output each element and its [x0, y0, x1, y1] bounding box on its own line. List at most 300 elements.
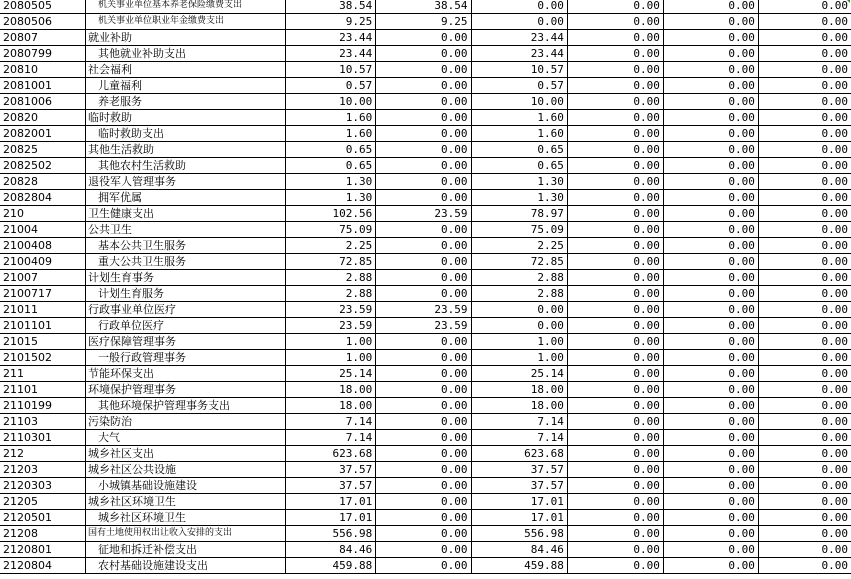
cell-amount-6[interactable]: 0.00 — [758, 446, 851, 462]
cell-name[interactable]: 医疗保障管理事务 — [86, 334, 286, 350]
cell-amount-4[interactable]: 0.00 — [567, 270, 663, 286]
cell-code[interactable]: 2082502 — [0, 158, 86, 174]
table-row — [0, 190, 851, 206]
cell-amount-5[interactable]: 0.00 — [663, 190, 758, 206]
cell-amount-1[interactable]: 459.88 — [285, 558, 376, 574]
cell-amount-6[interactable]: 0.00 — [758, 494, 851, 510]
cell-amount-6[interactable]: 0.00 — [758, 158, 851, 174]
cell-amount-6[interactable]: 0.00 — [758, 190, 851, 206]
cell-amount-3[interactable]: 18.00 — [471, 398, 567, 414]
cell-amount-1[interactable]: 102.56 — [285, 206, 376, 222]
cell-amount-5[interactable]: 0.00 — [663, 366, 758, 382]
cell-code[interactable]: 20825 — [0, 142, 86, 158]
cell-amount-3[interactable]: 10.00 — [471, 94, 567, 110]
cell-amount-5[interactable]: 0.00 — [663, 334, 758, 350]
cell-name[interactable]: 机关事业单位基本养老保险缴费支出 — [86, 0, 286, 14]
cell-amount-4[interactable]: 0.00 — [567, 222, 663, 238]
cell-code[interactable]: 21015 — [0, 334, 86, 350]
cell-name[interactable]: 其他农村生活救助 — [86, 158, 286, 174]
cell-name[interactable]: 社会福利 — [86, 62, 286, 78]
cell-name[interactable]: 机关事业单位职业年金缴费支出 — [86, 14, 286, 30]
cell-amount-2[interactable]: 0.00 — [376, 414, 471, 430]
cell-amount-4[interactable]: 0.00 — [567, 510, 663, 526]
cell-code[interactable]: 20807 — [0, 30, 86, 46]
cell-amount-2[interactable]: 0.00 — [376, 62, 471, 78]
cell-amount-5[interactable]: 0.00 — [663, 558, 758, 574]
cell-code[interactable]: 210 — [0, 206, 86, 222]
cell-amount-3[interactable]: 84.46 — [471, 542, 567, 558]
cell-amount-4[interactable]: 0.00 — [567, 126, 663, 142]
cell-name[interactable]: 卫生健康支出 — [86, 206, 286, 222]
cell-code[interactable]: 20820 — [0, 110, 86, 126]
cell-name[interactable]: 其他环境保护管理事务支出 — [86, 398, 286, 414]
cell-amount-4[interactable]: 0.00 — [567, 30, 663, 46]
cell-amount-2[interactable]: 0.00 — [376, 286, 471, 302]
cell-amount-2[interactable]: 0.00 — [376, 398, 471, 414]
cell-amount-1[interactable]: 556.98 — [285, 526, 376, 542]
cell-amount-4[interactable]: 0.00 — [567, 94, 663, 110]
cell-amount-4[interactable]: 0.00 — [567, 366, 663, 382]
cell-name[interactable]: 城乡社区支出 — [86, 446, 286, 462]
cell-code[interactable]: 21103 — [0, 414, 86, 430]
cell-amount-2[interactable]: 0.00 — [376, 526, 471, 542]
cell-amount-3[interactable]: 7.14 — [471, 430, 567, 446]
cell-amount-1[interactable]: 0.57 — [285, 78, 376, 94]
cell-code[interactable]: 21203 — [0, 462, 86, 478]
cell-amount-4[interactable]: 0.00 — [567, 542, 663, 558]
cell-code[interactable]: 21205 — [0, 494, 86, 510]
cell-amount-6[interactable]: 0.00 — [758, 526, 851, 542]
table-row — [0, 382, 851, 398]
cell-code[interactable]: 2101101 — [0, 318, 86, 334]
cell-amount-2[interactable]: 0.00 — [376, 46, 471, 62]
cell-code[interactable]: 20828 — [0, 174, 86, 190]
cell-amount-1[interactable]: 38.54 — [285, 0, 376, 14]
cell-code[interactable]: 21011 — [0, 302, 86, 318]
cell-amount-1[interactable]: 75.09 — [285, 222, 376, 238]
cell-amount-2[interactable]: 0.00 — [376, 254, 471, 270]
cell-amount-4[interactable]: 0.00 — [567, 350, 663, 366]
cell-amount-5[interactable]: 0.00 — [663, 510, 758, 526]
table-row — [0, 462, 851, 478]
cell-amount-6[interactable]: 0.00 — [758, 222, 851, 238]
cell-amount-6[interactable]: 0.00 — [758, 62, 851, 78]
cell-amount-1[interactable]: 1.60 — [285, 126, 376, 142]
cell-amount-4[interactable]: 0.00 — [567, 334, 663, 350]
cell-name[interactable]: 环境保护管理事务 — [86, 382, 286, 398]
cell-amount-4[interactable]: 0.00 — [567, 174, 663, 190]
cell-amount-5[interactable]: 0.00 — [663, 206, 758, 222]
cell-amount-5[interactable]: 0.00 — [663, 446, 758, 462]
cell-amount-1[interactable]: 10.57 — [285, 62, 376, 78]
cell-code[interactable]: 2120801 — [0, 542, 86, 558]
cell-amount-6[interactable]: 0.00 — [758, 382, 851, 398]
cell-amount-6[interactable]: 0.00 — [758, 46, 851, 62]
cell-amount-4[interactable]: 0.00 — [567, 430, 663, 446]
cell-amount-3[interactable]: 0.00 — [471, 302, 567, 318]
cell-amount-6[interactable]: 0.00 — [758, 78, 851, 94]
cell-amount-4[interactable]: 0.00 — [567, 494, 663, 510]
cell-amount-5[interactable]: 0.00 — [663, 286, 758, 302]
table-row — [0, 510, 851, 526]
cell-amount-2[interactable]: 0.00 — [376, 126, 471, 142]
cell-amount-3[interactable]: 2.88 — [471, 270, 567, 286]
cell-amount-5[interactable]: 0.00 — [663, 254, 758, 270]
table-row — [0, 334, 851, 350]
cell-amount-1[interactable]: 2.88 — [285, 270, 376, 286]
table-row — [0, 126, 851, 142]
cell-amount-3[interactable]: 37.57 — [471, 462, 567, 478]
cell-amount-2[interactable]: 0.00 — [376, 238, 471, 254]
cell-name[interactable]: 行政单位医疗 — [86, 318, 286, 334]
cell-amount-5[interactable]: 0.00 — [663, 350, 758, 366]
cell-amount-6[interactable]: 0.00 — [758, 318, 851, 334]
cell-amount-4[interactable]: 0.00 — [567, 398, 663, 414]
cell-name[interactable]: 就业补助 — [86, 30, 286, 46]
cell-code[interactable]: 2081006 — [0, 94, 86, 110]
cell-amount-5[interactable]: 0.00 — [663, 398, 758, 414]
cell-code[interactable]: 2100717 — [0, 286, 86, 302]
cell-amount-3[interactable]: 10.57 — [471, 62, 567, 78]
table-row — [0, 238, 851, 254]
cell-amount-1[interactable]: 1.60 — [285, 110, 376, 126]
cell-name[interactable]: 小城镇基础设施建设 — [86, 478, 286, 494]
cell-code[interactable]: 2082804 — [0, 190, 86, 206]
cell-amount-5[interactable]: 0.00 — [663, 526, 758, 542]
cell-amount-2[interactable]: 0.00 — [376, 558, 471, 574]
cell-amount-1[interactable]: 72.85 — [285, 254, 376, 270]
cell-amount-5[interactable]: 0.00 — [663, 238, 758, 254]
cell-amount-4[interactable]: 0.00 — [567, 462, 663, 478]
cell-amount-4[interactable]: 0.00 — [567, 286, 663, 302]
cell-amount-3[interactable]: 0.00 — [471, 0, 567, 14]
cell-code[interactable]: 21101 — [0, 382, 86, 398]
cell-amount-4[interactable]: 0.00 — [567, 78, 663, 94]
cell-code[interactable]: 211 — [0, 366, 86, 382]
cell-code[interactable]: 21208 — [0, 526, 86, 542]
cell-name[interactable]: 计划生育服务 — [86, 286, 286, 302]
cell-amount-3[interactable]: 0.57 — [471, 78, 567, 94]
cell-amount-2[interactable]: 0.00 — [376, 542, 471, 558]
cell-amount-1[interactable]: 9.25 — [285, 14, 376, 30]
cell-amount-6[interactable]: 0.00 — [758, 334, 851, 350]
cell-name[interactable]: 公共卫生 — [86, 222, 286, 238]
cell-amount-6[interactable]: 0.00 — [758, 30, 851, 46]
cell-amount-1[interactable]: 10.00 — [285, 94, 376, 110]
cell-amount-1[interactable]: 2.88 — [285, 286, 376, 302]
cell-amount-3[interactable]: 0.65 — [471, 158, 567, 174]
cell-amount-1[interactable]: 37.57 — [285, 478, 376, 494]
cell-name[interactable]: 城乡社区环境卫生 — [86, 510, 286, 526]
cell-code[interactable]: 2100408 — [0, 238, 86, 254]
cell-amount-4[interactable]: 0.00 — [567, 158, 663, 174]
cell-code[interactable]: 20810 — [0, 62, 86, 78]
cell-amount-2[interactable]: 0.00 — [376, 142, 471, 158]
cell-amount-5[interactable]: 0.00 — [663, 0, 758, 14]
cell-amount-5[interactable]: 0.00 — [663, 318, 758, 334]
cell-amount-1[interactable]: 2.25 — [285, 238, 376, 254]
cell-amount-4[interactable]: 0.00 — [567, 190, 663, 206]
cell-amount-4[interactable]: 0.00 — [567, 382, 663, 398]
cell-amount-4[interactable]: 0.00 — [567, 254, 663, 270]
cell-amount-2[interactable]: 0.00 — [376, 190, 471, 206]
cell-amount-5[interactable]: 0.00 — [663, 158, 758, 174]
cell-amount-6[interactable]: 0.00 — [758, 366, 851, 382]
cell-amount-6[interactable]: 0.00 — [758, 126, 851, 142]
cell-amount-6[interactable]: 0.00 — [758, 286, 851, 302]
cell-amount-3[interactable]: 1.60 — [471, 126, 567, 142]
table-row — [0, 286, 851, 302]
cell-name[interactable]: 一般行政管理事务 — [86, 350, 286, 366]
table-row — [0, 14, 851, 30]
cell-amount-6[interactable]: 0.00 — [758, 478, 851, 494]
cell-amount-5[interactable]: 0.00 — [663, 94, 758, 110]
cell-name[interactable]: 其他就业补助支出 — [86, 46, 286, 62]
cell-amount-3[interactable]: 0.00 — [471, 318, 567, 334]
cell-amount-2[interactable]: 0.00 — [376, 366, 471, 382]
cell-name[interactable]: 行政事业单位医疗 — [86, 302, 286, 318]
cell-amount-5[interactable]: 0.00 — [663, 110, 758, 126]
cell-amount-2[interactable]: 0.00 — [376, 270, 471, 286]
cell-amount-5[interactable]: 0.00 — [663, 46, 758, 62]
cell-amount-4[interactable]: 0.00 — [567, 446, 663, 462]
cell-code[interactable]: 2080506 — [0, 14, 86, 30]
cell-amount-2[interactable]: 23.59 — [376, 206, 471, 222]
cell-name[interactable]: 其他生活救助 — [86, 142, 286, 158]
cell-amount-6[interactable]: 0.00 — [758, 542, 851, 558]
cell-amount-6[interactable]: 0.00 — [758, 142, 851, 158]
cell-amount-5[interactable]: 0.00 — [663, 270, 758, 286]
cell-code[interactable]: 21007 — [0, 270, 86, 286]
cell-amount-4[interactable]: 0.00 — [567, 238, 663, 254]
cell-amount-6[interactable]: 0.00 — [758, 174, 851, 190]
cell-amount-5[interactable]: 0.00 — [663, 14, 758, 30]
cell-amount-5[interactable]: 0.00 — [663, 126, 758, 142]
cell-amount-3[interactable]: 23.44 — [471, 30, 567, 46]
cell-name[interactable]: 养老服务 — [86, 94, 286, 110]
cell-amount-3[interactable]: 17.01 — [471, 510, 567, 526]
cell-amount-4[interactable]: 0.00 — [567, 110, 663, 126]
cell-code[interactable]: 2081001 — [0, 78, 86, 94]
cell-amount-1[interactable]: 84.46 — [285, 542, 376, 558]
cell-amount-2[interactable]: 0.00 — [376, 478, 471, 494]
cell-amount-5[interactable]: 0.00 — [663, 30, 758, 46]
cell-amount-4[interactable]: 0.00 — [567, 14, 663, 30]
cell-amount-3[interactable]: 78.97 — [471, 206, 567, 222]
table-row — [0, 46, 851, 62]
cell-amount-2[interactable]: 0.00 — [376, 462, 471, 478]
cell-amount-4[interactable]: 0.00 — [567, 206, 663, 222]
cell-amount-3[interactable]: 37.57 — [471, 478, 567, 494]
cell-amount-1[interactable]: 1.00 — [285, 350, 376, 366]
cell-amount-1[interactable]: 623.68 — [285, 446, 376, 462]
cell-amount-2[interactable]: 0.00 — [376, 158, 471, 174]
cell-amount-5[interactable]: 0.00 — [663, 78, 758, 94]
cell-code[interactable]: 212 — [0, 446, 86, 462]
cell-amount-6[interactable]: 0.00 — [758, 398, 851, 414]
cell-amount-3[interactable]: 17.01 — [471, 494, 567, 510]
cell-amount-6[interactable]: 0.00 — [758, 0, 851, 14]
cell-name[interactable]: 临时救助支出 — [86, 126, 286, 142]
cell-amount-3[interactable]: 1.30 — [471, 174, 567, 190]
cell-amount-5[interactable]: 0.00 — [663, 494, 758, 510]
cell-amount-4[interactable]: 0.00 — [567, 0, 663, 14]
cell-amount-3[interactable]: 1.00 — [471, 350, 567, 366]
cell-amount-1[interactable]: 0.65 — [285, 158, 376, 174]
cell-amount-2[interactable]: 0.00 — [376, 446, 471, 462]
cell-amount-6[interactable]: 0.00 — [758, 350, 851, 366]
cell-name[interactable]: 临时救助 — [86, 110, 286, 126]
cell-amount-1[interactable]: 25.14 — [285, 366, 376, 382]
cell-amount-1[interactable]: 23.44 — [285, 30, 376, 46]
cell-amount-5[interactable]: 0.00 — [663, 478, 758, 494]
cell-amount-2[interactable]: 0.00 — [376, 110, 471, 126]
cell-name[interactable]: 污染防治 — [86, 414, 286, 430]
cell-amount-3[interactable]: 2.88 — [471, 286, 567, 302]
cell-amount-5[interactable]: 0.00 — [663, 222, 758, 238]
cell-amount-4[interactable]: 0.00 — [567, 46, 663, 62]
cell-amount-2[interactable]: 0.00 — [376, 382, 471, 398]
cell-name[interactable]: 城乡社区公共设施 — [86, 462, 286, 478]
cell-amount-3[interactable]: 72.85 — [471, 254, 567, 270]
cell-code[interactable]: 21004 — [0, 222, 86, 238]
cell-amount-5[interactable]: 0.00 — [663, 382, 758, 398]
cell-amount-3[interactable]: 2.25 — [471, 238, 567, 254]
cell-amount-1[interactable]: 1.00 — [285, 334, 376, 350]
cell-amount-6[interactable]: 0.00 — [758, 206, 851, 222]
cell-amount-2[interactable]: 0.00 — [376, 350, 471, 366]
cell-amount-6[interactable]: 0.00 — [758, 462, 851, 478]
cell-amount-2[interactable]: 0.00 — [376, 334, 471, 350]
cell-amount-5[interactable]: 0.00 — [663, 430, 758, 446]
cell-amount-3[interactable]: 25.14 — [471, 366, 567, 382]
cell-amount-2[interactable]: 23.59 — [376, 318, 471, 334]
cell-amount-2[interactable]: 0.00 — [376, 174, 471, 190]
cell-amount-6[interactable]: 0.00 — [758, 238, 851, 254]
cell-amount-6[interactable]: 0.00 — [758, 94, 851, 110]
cell-amount-6[interactable]: 0.00 — [758, 414, 851, 430]
cell-amount-6[interactable]: 0.00 — [758, 254, 851, 270]
cell-amount-6[interactable]: 0.00 — [758, 270, 851, 286]
table-row — [0, 270, 851, 286]
cell-amount-2[interactable]: 0.00 — [376, 222, 471, 238]
cell-amount-5[interactable]: 0.00 — [663, 462, 758, 478]
cell-amount-1[interactable]: 1.30 — [285, 174, 376, 190]
cell-amount-2[interactable]: 9.25 — [376, 14, 471, 30]
cell-amount-2[interactable]: 23.59 — [376, 302, 471, 318]
cell-code[interactable]: 2100409 — [0, 254, 86, 270]
cell-name[interactable]: 城乡社区环境卫生 — [86, 494, 286, 510]
cell-amount-3[interactable]: 459.88 — [471, 558, 567, 574]
cell-name[interactable]: 计划生育事务 — [86, 270, 286, 286]
cell-amount-6[interactable]: 0.00 — [758, 110, 851, 126]
cell-code[interactable]: 2120303 — [0, 478, 86, 494]
cell-amount-5[interactable]: 0.00 — [663, 62, 758, 78]
cell-amount-1[interactable]: 1.30 — [285, 190, 376, 206]
cell-amount-1[interactable]: 7.14 — [285, 430, 376, 446]
cell-amount-4[interactable]: 0.00 — [567, 302, 663, 318]
cell-code[interactable]: 2120804 — [0, 558, 86, 574]
cell-amount-2[interactable]: 38.54 — [376, 0, 471, 14]
cell-amount-3[interactable]: 75.09 — [471, 222, 567, 238]
cell-code[interactable]: 2101502 — [0, 350, 86, 366]
cell-amount-2[interactable]: 0.00 — [376, 78, 471, 94]
cell-amount-1[interactable]: 17.01 — [285, 494, 376, 510]
cell-amount-4[interactable]: 0.00 — [567, 142, 663, 158]
cell-amount-1[interactable]: 23.59 — [285, 302, 376, 318]
cell-amount-2[interactable]: 0.00 — [376, 430, 471, 446]
cell-amount-3[interactable]: 0.00 — [471, 14, 567, 30]
cell-amount-1[interactable]: 18.00 — [285, 382, 376, 398]
cell-amount-4[interactable]: 0.00 — [567, 478, 663, 494]
cell-amount-3[interactable]: 1.60 — [471, 110, 567, 126]
cell-amount-5[interactable]: 0.00 — [663, 142, 758, 158]
cell-amount-3[interactable]: 1.30 — [471, 190, 567, 206]
cell-amount-6[interactable]: 0.00 — [758, 430, 851, 446]
cell-amount-1[interactable]: 7.14 — [285, 414, 376, 430]
cell-amount-1[interactable]: 23.44 — [285, 46, 376, 62]
cell-amount-1[interactable]: 23.59 — [285, 318, 376, 334]
cell-amount-1[interactable]: 18.00 — [285, 398, 376, 414]
cell-amount-3[interactable]: 18.00 — [471, 382, 567, 398]
cell-amount-3[interactable]: 0.65 — [471, 142, 567, 158]
cell-amount-6[interactable]: 0.00 — [758, 302, 851, 318]
cell-name[interactable]: 大气 — [86, 430, 286, 446]
cell-amount-2[interactable]: 0.00 — [376, 510, 471, 526]
cell-code[interactable]: 2110301 — [0, 430, 86, 446]
cell-amount-6[interactable]: 0.00 — [758, 14, 851, 30]
cell-name[interactable]: 重大公共卫生服务 — [86, 254, 286, 270]
cell-amount-6[interactable]: 0.00 — [758, 558, 851, 574]
cell-amount-4[interactable]: 0.00 — [567, 558, 663, 574]
cell-name[interactable]: 农村基础设施建设支出 — [86, 558, 286, 574]
cell-code[interactable]: 2120501 — [0, 510, 86, 526]
cell-amount-1[interactable]: 17.01 — [285, 510, 376, 526]
cell-code[interactable]: 2080799 — [0, 46, 86, 62]
cell-amount-5[interactable]: 0.00 — [663, 542, 758, 558]
cell-name[interactable]: 退役军人管理事务 — [86, 174, 286, 190]
cell-name[interactable]: 儿童福利 — [86, 78, 286, 94]
cell-name[interactable]: 节能环保支出 — [86, 366, 286, 382]
cell-code[interactable]: 2110199 — [0, 398, 86, 414]
cell-amount-5[interactable]: 0.00 — [663, 302, 758, 318]
cell-name[interactable]: 基本公共卫生服务 — [86, 238, 286, 254]
cell-amount-4[interactable]: 0.00 — [567, 318, 663, 334]
cell-amount-6[interactable]: 0.00 — [758, 510, 851, 526]
cell-amount-2[interactable]: 0.00 — [376, 494, 471, 510]
cell-amount-4[interactable]: 0.00 — [567, 62, 663, 78]
cell-amount-3[interactable]: 7.14 — [471, 414, 567, 430]
cell-amount-4[interactable]: 0.00 — [567, 414, 663, 430]
cell-amount-2[interactable]: 0.00 — [376, 94, 471, 110]
cell-name[interactable]: 拥军优属 — [86, 190, 286, 206]
cell-amount-1[interactable]: 37.57 — [285, 462, 376, 478]
table-row — [0, 30, 851, 46]
cell-amount-3[interactable]: 23.44 — [471, 46, 567, 62]
cell-name[interactable]: 国有土地使用权出让收入安排的支出 — [86, 526, 286, 542]
cell-code[interactable]: 2082001 — [0, 126, 86, 142]
cell-amount-3[interactable]: 1.00 — [471, 334, 567, 350]
cell-amount-4[interactable]: 0.00 — [567, 526, 663, 542]
cell-name[interactable]: 征地和拆迁补偿支出 — [86, 542, 286, 558]
cell-amount-3[interactable]: 556.98 — [471, 526, 567, 542]
cell-amount-2[interactable]: 0.00 — [376, 30, 471, 46]
cell-amount-3[interactable]: 623.68 — [471, 446, 567, 462]
cell-amount-1[interactable]: 0.65 — [285, 142, 376, 158]
cell-amount-5[interactable]: 0.00 — [663, 414, 758, 430]
cell-amount-5[interactable]: 0.00 — [663, 174, 758, 190]
cell-code[interactable]: 2080505 — [0, 0, 86, 14]
